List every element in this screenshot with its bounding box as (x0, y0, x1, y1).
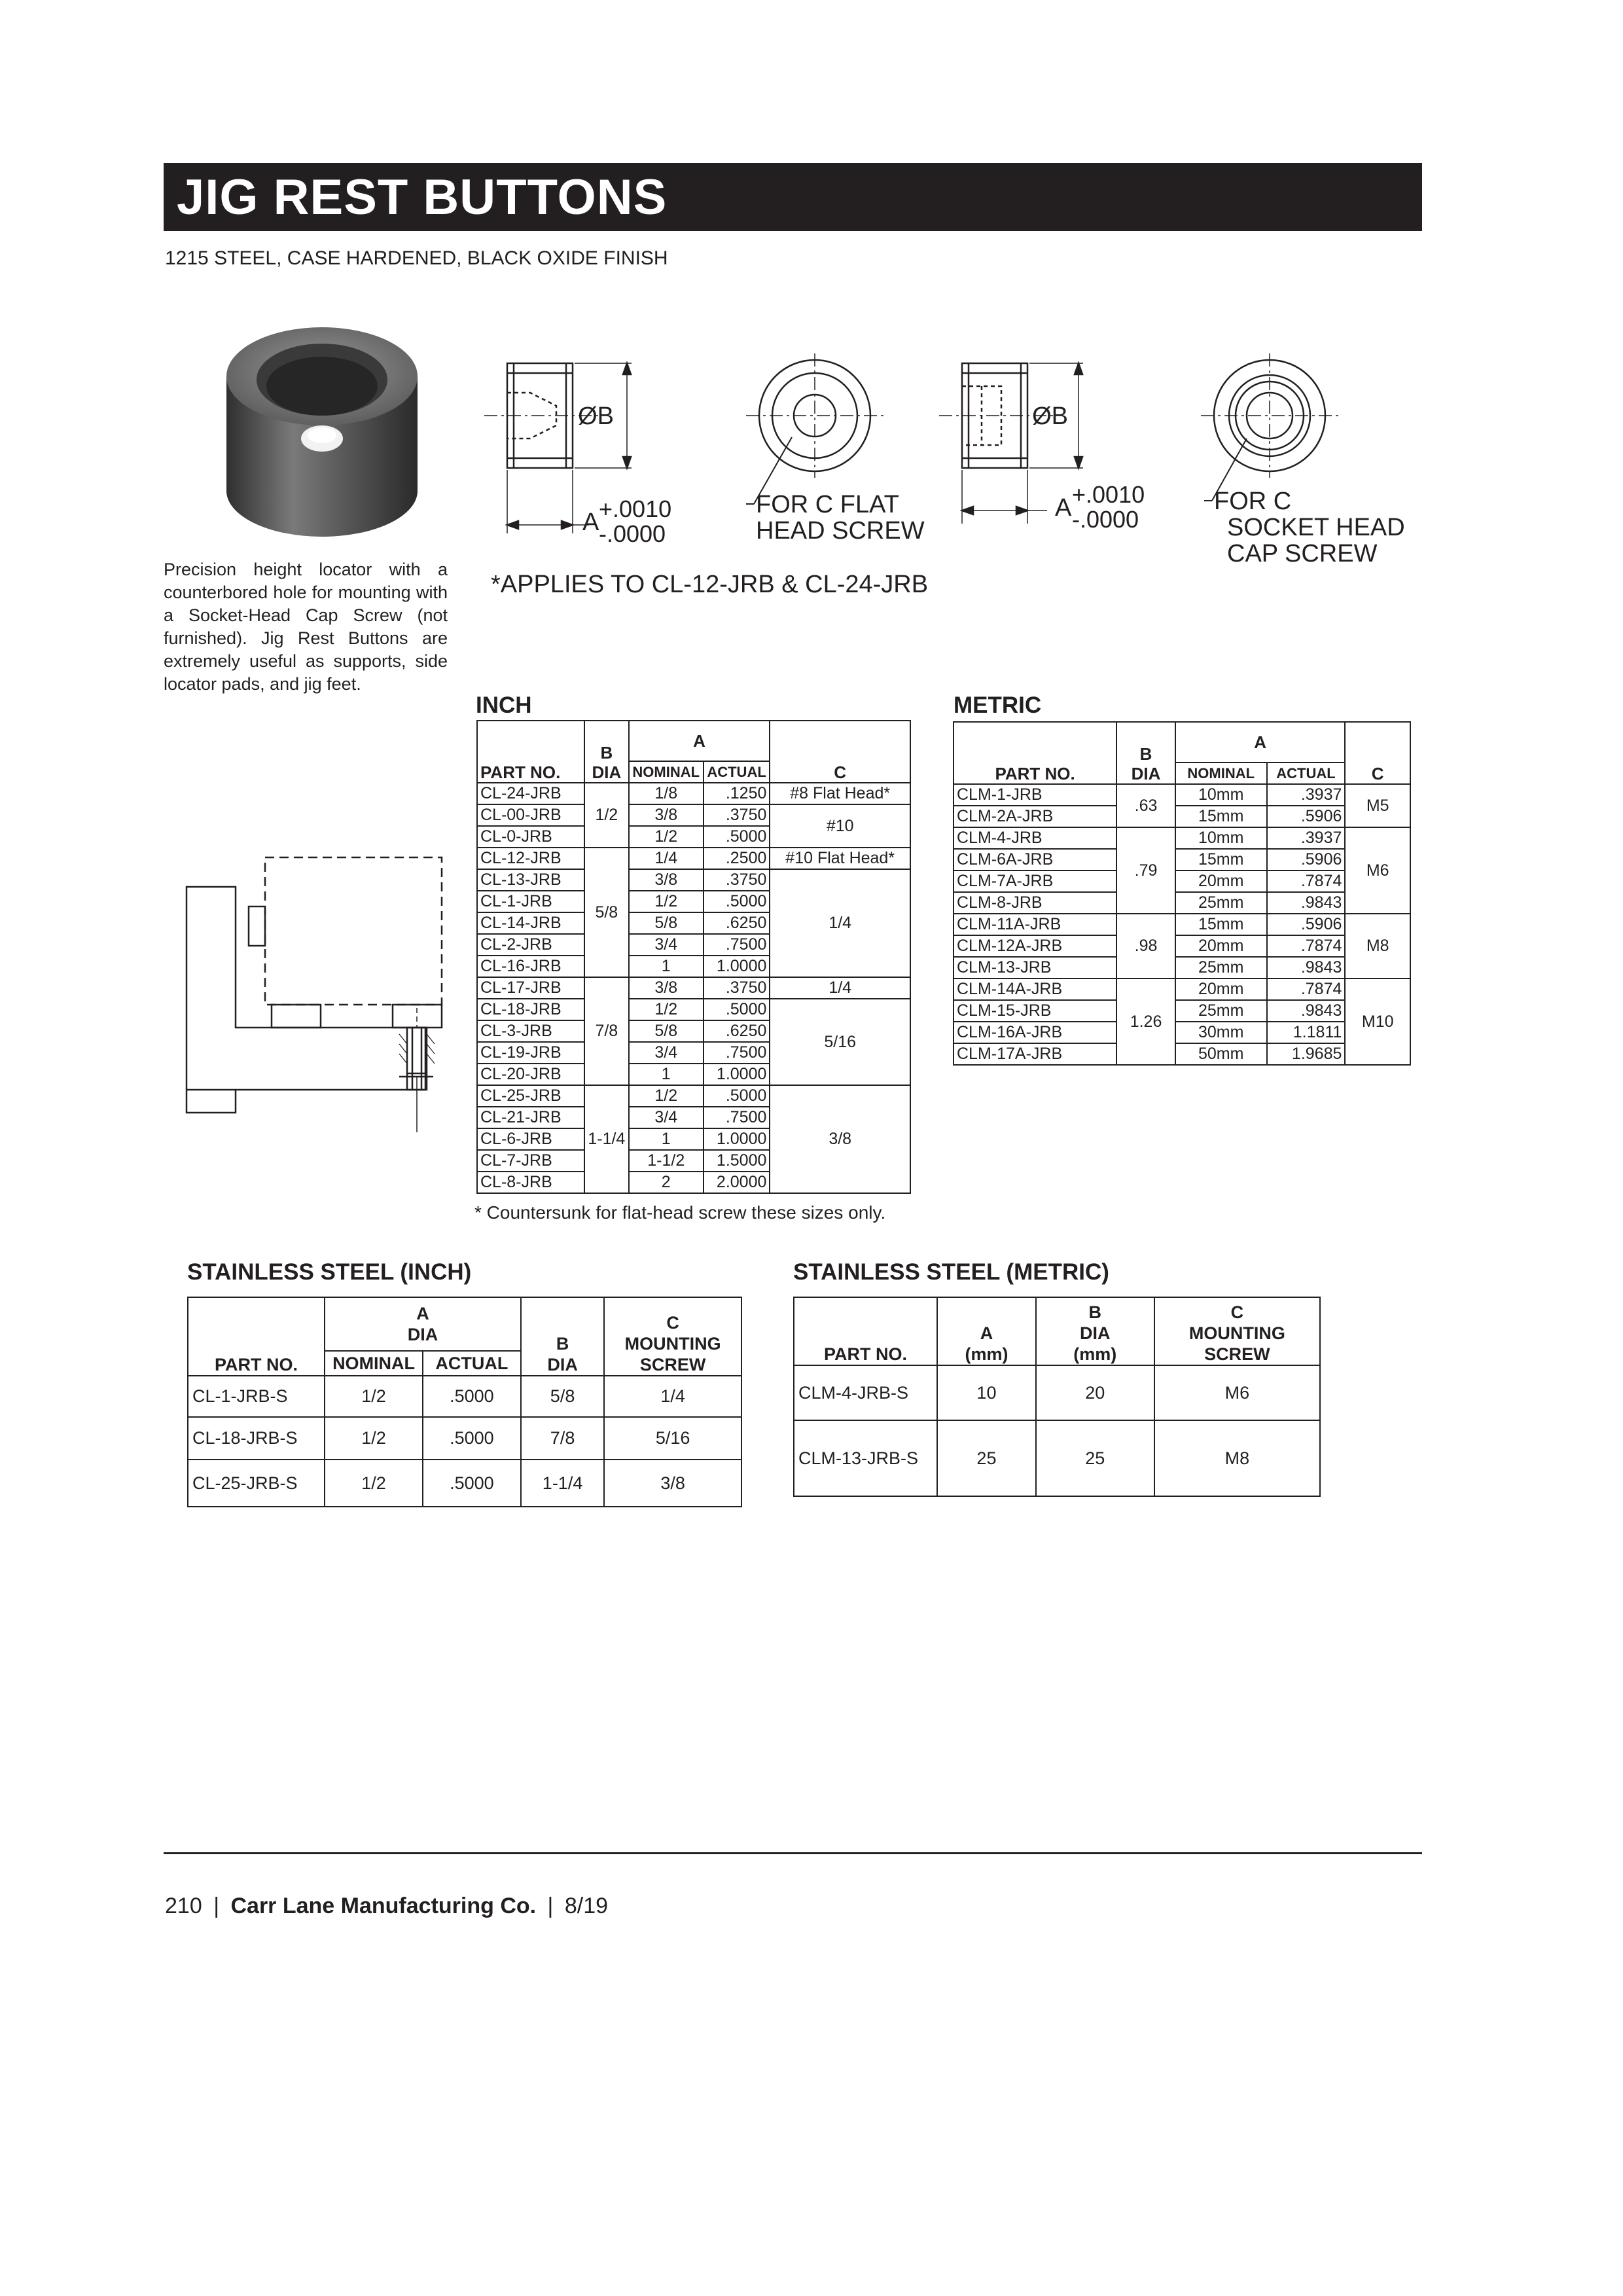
table-row (477, 999, 910, 1020)
c-screw-cell: #8 Flat Head* (770, 783, 910, 804)
footer-separator: | (547, 1893, 554, 1918)
a-nominal-cell: 1/4 (629, 848, 704, 869)
a-actual-cell: .3750 (704, 804, 770, 826)
metric-col-nominal: NOMINAL (1175, 762, 1267, 784)
b-dia-cell: .79 (1116, 827, 1175, 914)
a-nominal-cell: 15mm (1175, 914, 1267, 935)
a-nominal-cell: 25mm (1175, 957, 1267, 978)
metric-col-actual: ACTUAL (1267, 762, 1346, 784)
application-diagram (177, 851, 458, 1139)
metric-col-c: C (1345, 722, 1410, 784)
table-row (954, 892, 1410, 914)
part-number-cell: CLM-7A-JRB (954, 870, 1116, 892)
a-actual-cell: .7874 (1267, 870, 1346, 892)
part-number-cell: CLM-1-JRB (954, 784, 1116, 806)
table-row (954, 957, 1410, 978)
ss-metric-col-b: B DIA (mm) (1036, 1297, 1154, 1365)
part-number-cell: CL-00-JRB (477, 804, 584, 826)
c-screw-cell: #10 (770, 804, 910, 848)
table-row (477, 783, 910, 804)
a-nominal-cell: 25mm (1175, 1000, 1267, 1022)
company-name: Carr Lane Manufacturing Co. (230, 1893, 537, 1918)
part-number-cell: CL-21-JRB (477, 1107, 584, 1128)
table-row (954, 978, 1410, 1000)
a-cell: 25 (937, 1420, 1036, 1496)
a-nominal-cell: 25mm (1175, 892, 1267, 914)
a-nominal-cell: 15mm (1175, 806, 1267, 827)
b-dia-cell: .98 (1116, 914, 1175, 978)
table-row (954, 1000, 1410, 1022)
actual-cell: .5000 (423, 1376, 521, 1417)
part-number-cell: CL-1-JRB (477, 891, 584, 912)
b-dia-cell: 1-1/4 (584, 1085, 629, 1193)
left-tol-minus: -.0000 (599, 520, 666, 547)
metric-table (953, 721, 1411, 1066)
part-number-cell: CL-25-JRB-S (188, 1460, 325, 1507)
ss-metric-heading: STAINLESS STEEL (METRIC) (793, 1259, 1109, 1285)
a-nominal-cell: 3/4 (629, 1107, 704, 1128)
a-cell: 10 (937, 1365, 1036, 1420)
part-number-cell: CLM-2A-JRB (954, 806, 1116, 827)
part-number-cell: CL-12-JRB (477, 848, 584, 869)
table-row (477, 1085, 910, 1107)
ss-inch-col-c: C MOUNTING SCREW (604, 1297, 741, 1376)
part-number-cell: CLM-12A-JRB (954, 935, 1116, 957)
b-cell: 20 (1036, 1365, 1154, 1420)
b-cell: 7/8 (521, 1417, 605, 1460)
inch-heading: INCH (476, 692, 532, 718)
a-actual-cell: .9843 (1267, 1000, 1346, 1022)
ss-inch-col-actual: ACTUAL (423, 1351, 521, 1376)
a-nominal-cell: 15mm (1175, 849, 1267, 870)
part-number-cell: CL-25-JRB (477, 1085, 584, 1107)
page-title: JIG REST BUTTONS (177, 170, 668, 225)
a-actual-cell: .1250 (704, 783, 770, 804)
table-row (954, 1043, 1410, 1065)
a-actual-cell: .5000 (704, 999, 770, 1020)
inch-col-actual: ACTUAL (704, 761, 770, 783)
c-cell: 1/4 (604, 1376, 741, 1417)
metric-col-b: B DIA (1116, 722, 1175, 784)
part-number-cell: CL-8-JRB (477, 1172, 584, 1193)
a-nominal-cell: 1 (629, 1128, 704, 1150)
a-nominal-cell: 3/4 (629, 1042, 704, 1064)
table-row (794, 1365, 1320, 1420)
c-cell: M8 (1154, 1420, 1320, 1496)
left-a-label: A (582, 509, 599, 536)
a-nominal-cell: 1/2 (629, 891, 704, 912)
a-nominal-cell: 1-1/2 (629, 1150, 704, 1172)
ss-metric-col-a: A (mm) (937, 1297, 1036, 1365)
c-screw-cell: M5 (1345, 784, 1410, 827)
a-actual-cell: .3750 (704, 977, 770, 999)
c-screw-cell: M8 (1345, 914, 1410, 978)
a-nominal-cell: 2 (629, 1172, 704, 1193)
b-cell: 1-1/4 (521, 1460, 605, 1507)
a-actual-cell: .7874 (1267, 935, 1346, 957)
nominal-cell: 1/2 (325, 1417, 423, 1460)
part-number-cell: CLM-6A-JRB (954, 849, 1116, 870)
part-number-cell: CLM-8-JRB (954, 892, 1116, 914)
a-actual-cell: .5000 (704, 826, 770, 848)
a-actual-cell: .9843 (1267, 892, 1346, 914)
b-dia-cell: .63 (1116, 784, 1175, 827)
product-description: Precision height locator with a counterbored hole for mounting with a Socket-Head Cap Screw (not furnished). Jig Rest Buttons are extremely useful as supports, side locator pads, and jig feet. (164, 560, 448, 694)
a-actual-cell: .5906 (1267, 806, 1346, 827)
c-screw-cell: 5/16 (770, 999, 910, 1085)
part-number-cell: CL-16-JRB (477, 956, 584, 977)
left-callout-1: FOR C FLAT (756, 491, 899, 518)
nominal-cell: 1/2 (325, 1460, 423, 1507)
part-number-cell: CL-0-JRB (477, 826, 584, 848)
right-callout-3: CAP SCREW (1227, 540, 1378, 567)
a-nominal-cell: 50mm (1175, 1043, 1267, 1065)
ss-inch-col-b: B DIA (521, 1297, 605, 1376)
a-actual-cell: 1.9685 (1267, 1043, 1346, 1065)
part-number-cell: CL-1-JRB-S (188, 1376, 325, 1417)
c-screw-cell: #10 Flat Head* (770, 848, 910, 869)
table-row (794, 1420, 1320, 1496)
actual-cell: .5000 (423, 1417, 521, 1460)
ss-metric-table (793, 1297, 1321, 1497)
table-row (954, 870, 1410, 892)
table-row (188, 1417, 741, 1460)
a-actual-cell: 1.5000 (704, 1150, 770, 1172)
c-screw-cell: M10 (1345, 978, 1410, 1065)
ss-metric-col-c: C MOUNTING SCREW (1154, 1297, 1320, 1365)
metric-col-a: A (1175, 722, 1346, 762)
a-nominal-cell: 20mm (1175, 978, 1267, 1000)
inch-table-body (477, 783, 910, 1193)
table-row (188, 1460, 741, 1507)
metric-table-body (954, 784, 1410, 1065)
a-actual-cell: .2500 (704, 848, 770, 869)
a-nominal-cell: 1/2 (629, 999, 704, 1020)
part-number-cell: CL-18-JRB-S (188, 1417, 325, 1460)
table-row (954, 1022, 1410, 1043)
right-dia-label: ØB (1032, 403, 1068, 430)
table-row (477, 804, 910, 826)
right-callout-1: FOR C (1214, 488, 1292, 515)
ss-metric-table-body (794, 1365, 1320, 1496)
page-subtitle: 1215 STEEL, CASE HARDENED, BLACK OXIDE FINISH (165, 247, 668, 269)
right-tol-minus: -.0000 (1072, 506, 1139, 533)
table-row (954, 827, 1410, 849)
a-actual-cell: .3937 (1267, 784, 1346, 806)
ss-inch-table (187, 1297, 742, 1507)
part-number-cell: CL-13-JRB (477, 869, 584, 891)
left-callout-2: HEAD SCREW (756, 517, 925, 545)
part-number-cell: CL-24-JRB (477, 783, 584, 804)
part-number-cell: CL-18-JRB (477, 999, 584, 1020)
table-row (954, 806, 1410, 827)
part-number-cell: CL-17-JRB (477, 977, 584, 999)
c-screw-cell: 1/4 (770, 977, 910, 999)
c-screw-cell: 3/8 (770, 1085, 910, 1193)
a-nominal-cell: 1/2 (629, 826, 704, 848)
b-cell: 25 (1036, 1420, 1154, 1496)
a-actual-cell: .3750 (704, 869, 770, 891)
a-nominal-cell: 3/4 (629, 934, 704, 956)
a-nominal-cell: 1/8 (629, 783, 704, 804)
inch-footnote: * Countersunk for flat-head screw these sizes only. (474, 1202, 886, 1223)
a-nominal-cell: 5/8 (629, 912, 704, 934)
left-tol-plus: +.0010 (599, 495, 672, 522)
inch-col-part: PART NO. (477, 721, 584, 783)
a-nominal-cell: 20mm (1175, 935, 1267, 957)
metric-heading: METRIC (954, 692, 1042, 718)
part-number-cell: CLM-16A-JRB (954, 1022, 1116, 1043)
a-actual-cell: .6250 (704, 912, 770, 934)
inch-col-nominal: NOMINAL (629, 761, 704, 783)
part-number-cell: CLM-13-JRB (954, 957, 1116, 978)
a-nominal-cell: 10mm (1175, 827, 1267, 849)
b-dia-cell: 1/2 (584, 783, 629, 848)
a-actual-cell: .5000 (704, 891, 770, 912)
ss-inch-heading: STAINLESS STEEL (INCH) (187, 1259, 472, 1285)
a-actual-cell: .9843 (1267, 957, 1346, 978)
left-dia-label: ØB (578, 403, 614, 430)
a-nominal-cell: 5/8 (629, 1020, 704, 1042)
page-number: 210 (165, 1893, 202, 1918)
a-actual-cell: 1.0000 (704, 956, 770, 977)
a-actual-cell: 2.0000 (704, 1172, 770, 1193)
ss-inch-col-nominal: NOMINAL (325, 1351, 423, 1376)
part-number-cell: CL-2-JRB (477, 934, 584, 956)
metric-col-part: PART NO. (954, 722, 1116, 784)
ss-metric-col-part: PART NO. (794, 1297, 937, 1365)
part-number-cell: CL-20-JRB (477, 1064, 584, 1085)
a-nominal-cell: 10mm (1175, 784, 1267, 806)
right-callout-2: SOCKET HEAD (1227, 514, 1405, 541)
table-row (477, 848, 910, 869)
table-row (477, 977, 910, 999)
a-actual-cell: .7874 (1267, 978, 1346, 1000)
part-number-cell: CL-3-JRB (477, 1020, 584, 1042)
c-cell: 3/8 (604, 1460, 741, 1507)
a-nominal-cell: 3/8 (629, 977, 704, 999)
b-dia-cell: 7/8 (584, 977, 629, 1085)
part-number-cell: CL-14-JRB (477, 912, 584, 934)
a-actual-cell: .3937 (1267, 827, 1346, 849)
a-nominal-cell: 3/8 (629, 869, 704, 891)
footer (165, 1893, 608, 1919)
part-number-cell: CL-7-JRB (477, 1150, 584, 1172)
a-nominal-cell: 1/2 (629, 1085, 704, 1107)
inch-col-b: B DIA (584, 721, 629, 783)
b-cell: 5/8 (521, 1376, 605, 1417)
ss-inch-col-part: PART NO. (188, 1297, 325, 1376)
inch-col-a: A (629, 721, 770, 761)
part-number-cell: CLM-17A-JRB (954, 1043, 1116, 1065)
c-cell: M6 (1154, 1365, 1320, 1420)
a-actual-cell: 1.0000 (704, 1064, 770, 1085)
part-number-cell: CLM-4-JRB-S (794, 1365, 937, 1420)
b-dia-cell: 5/8 (584, 848, 629, 977)
table-row (954, 849, 1410, 870)
table-row (954, 935, 1410, 957)
part-number-cell: CLM-14A-JRB (954, 978, 1116, 1000)
a-nominal-cell: 3/8 (629, 804, 704, 826)
c-screw-cell: M6 (1345, 827, 1410, 914)
inch-col-c: C (770, 721, 910, 783)
c-cell: 5/16 (604, 1417, 741, 1460)
a-actual-cell: 1.1811 (1267, 1022, 1346, 1043)
nominal-cell: 1/2 (325, 1376, 423, 1417)
part-number-cell: CLM-11A-JRB (954, 914, 1116, 935)
a-actual-cell: .7500 (704, 1042, 770, 1064)
table-row (954, 914, 1410, 935)
right-tol-plus: +.0010 (1072, 481, 1145, 508)
ss-inch-table-body (188, 1376, 741, 1507)
a-actual-cell: .6250 (704, 1020, 770, 1042)
applies-note: *APPLIES TO CL-12-JRB & CL-24-JRB (491, 571, 929, 598)
a-actual-cell: 1.0000 (704, 1128, 770, 1150)
a-nominal-cell: 20mm (1175, 870, 1267, 892)
product-photo (224, 324, 420, 547)
part-number-cell: CL-19-JRB (477, 1042, 584, 1064)
publication-date: 8/19 (564, 1893, 609, 1918)
actual-cell: .5000 (423, 1460, 521, 1507)
a-nominal-cell: 1 (629, 956, 704, 977)
a-actual-cell: .7500 (704, 934, 770, 956)
footer-separator: | (213, 1893, 220, 1918)
part-number-cell: CLM-15-JRB (954, 1000, 1116, 1022)
table-row (188, 1376, 741, 1417)
b-dia-cell: 1.26 (1116, 978, 1175, 1065)
a-actual-cell: .5906 (1267, 914, 1346, 935)
ss-inch-col-a: A DIA (325, 1297, 521, 1351)
part-number-cell: CL-6-JRB (477, 1128, 584, 1150)
dimension-drawings (484, 353, 1414, 602)
footer-rule (164, 1852, 1422, 1854)
a-actual-cell: .5906 (1267, 849, 1346, 870)
a-actual-cell: .7500 (704, 1107, 770, 1128)
a-nominal-cell: 30mm (1175, 1022, 1267, 1043)
part-number-cell: CLM-4-JRB (954, 827, 1116, 849)
table-row (477, 869, 910, 891)
a-actual-cell: .5000 (704, 1085, 770, 1107)
a-nominal-cell: 1 (629, 1064, 704, 1085)
part-number-cell: CLM-13-JRB-S (794, 1420, 937, 1496)
table-row (954, 784, 1410, 806)
inch-table (476, 720, 911, 1194)
c-screw-cell: 1/4 (770, 869, 910, 977)
right-a-label: A (1055, 494, 1072, 522)
